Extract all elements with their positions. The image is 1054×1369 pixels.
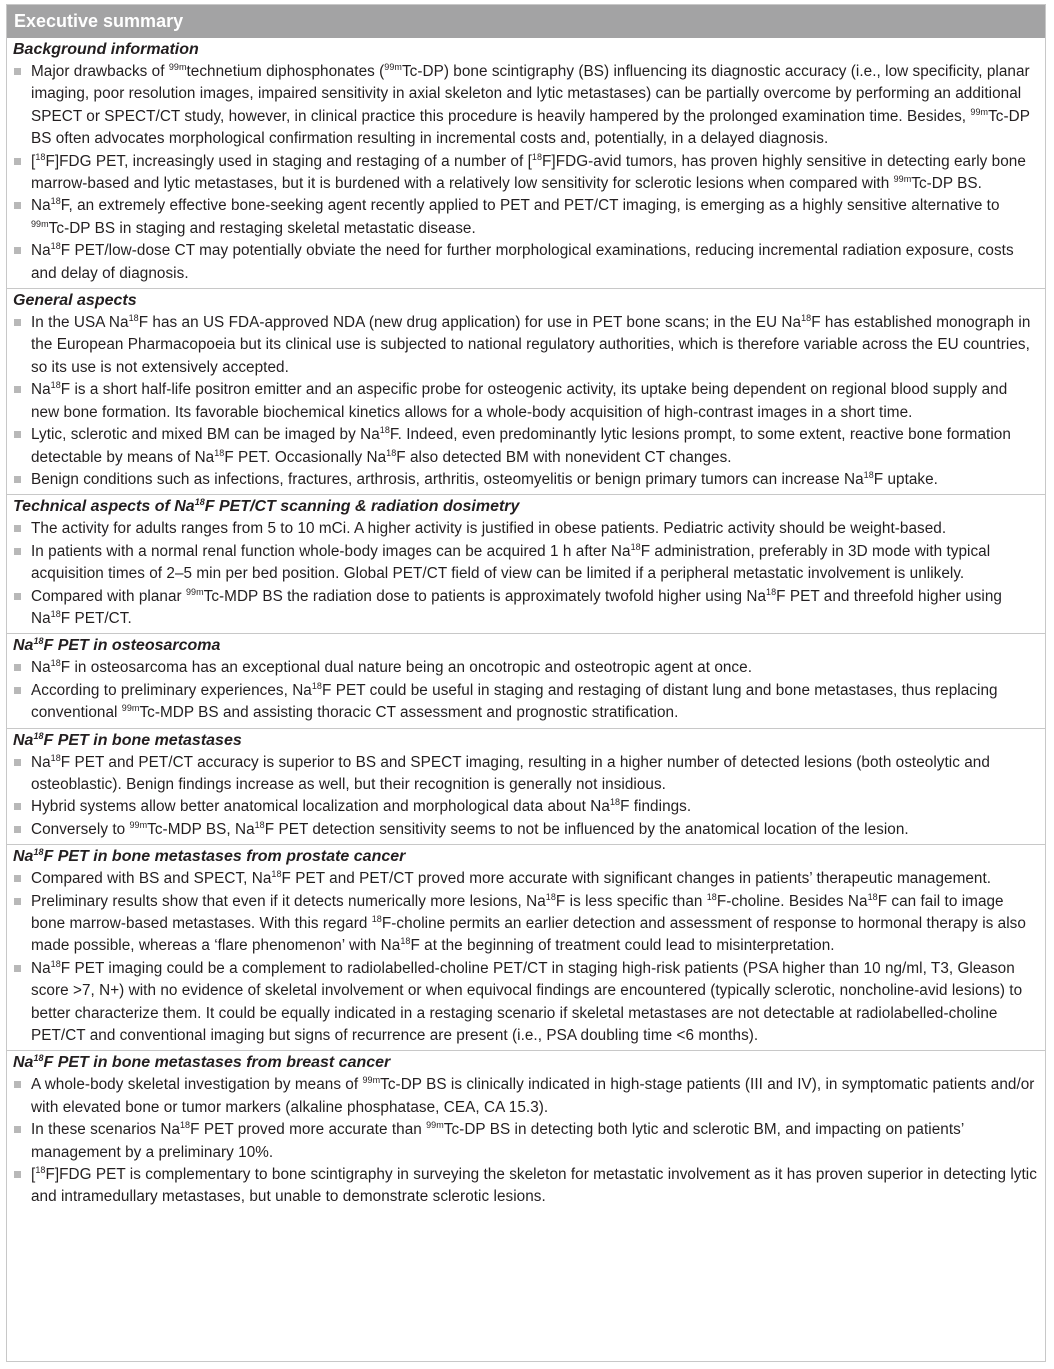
square-bullet-icon [14,826,21,833]
bullet-item [13,819,1039,841]
bullet-item [13,312,1039,379]
square-bullet-icon [14,1081,21,1088]
summary-section [7,844,1045,1050]
bullet-text: In these scenarios Na$^{18}$F PET proved more accurate than $^{99m}$Tc-DP BS in detecting both lytic and sclerotic BM, and impacting on patients’ management by a preliminary 10%. [31,1120,964,1161]
bullet-text: Na$^{18}$F is a short half-life positron emitter and an aspecific probe for osteogenic activity, its uptake being dependent on regional blood supply and new bone formation. Its favorable biochemical kinetics allows for a whole-body acquisition of high-contrast images in a short time. [31,380,1008,421]
bullet-item [13,868,1039,890]
bullet-item [13,151,1039,196]
square-bullet-icon [14,319,21,326]
bullet-item [13,657,1039,679]
square-bullet-icon [14,525,21,532]
square-bullet-icon [14,664,21,671]
bullet-text: Major drawbacks of $^{99m}$technetium diphosphonates ($^{99m}$Tc-DP) bone scintigraphy (BS) influencing its diagnostic accuracy (i.e., low specificity, planar imaging, poor resolution images, impaired sensitivity in axial skeleton and lytic metastases) can be partially overcome by performing an additional SPECT or SPECT/CT study, however, in clinical practice this procedure is heavily hampered by the prolonged examination time. Besides, $^{99m}$Tc-DP BS often advocates morphological confirmation resulting in incremental costs and, potentially, in a delayed diagnosis. [31,62,1030,148]
bullet-item [13,195,1039,240]
section-heading: Background information [13,41,199,58]
bullet-text: Na$^{18}$F PET and PET/CT accuracy is superior to BS and SPECT imaging, resulting in a higher number of detected lesions (both osteolytic and osteoblastic). Benign findings increase as well, but their recognition is generally not insidious. [31,752,990,793]
square-bullet-icon [14,759,21,766]
summary-section [7,1050,1045,1211]
bullet-text: A whole-body skeletal investigation by means of $^{99m}$Tc-DP BS is clinically indicated in high-stage patients (III and IV), in symptomatic patients and/or with elevated bone or tumor markers (alkaline phosphatase, CEA, CA 15.3). [31,1075,1035,1116]
bullet-text: In patients with a normal renal function whole-body images can be acquired 1 h after Na$^{18}$F administration, preferably in 3D mode with typical acquisition times of 2–5 min per bed position. Global PET/CT field of view can be limited if a peripheral metastatic involvement is unlikely. [31,541,991,583]
bullet-text: Na$^{18}$F, an extremely effective bone-seeking agent recently applied to PET and PET/CT imaging, is emerging as a highly sensitive alternative to $^{99m}$Tc-DP BS in staging and restaging skeletal metastatic disease. [31,196,1000,237]
bullet-text: [$^{18}$F]FDG PET is complementary to bone scintigraphy in surveying the skeleton for metastatic involvement as it has proven superior in detecting lytic and intramedullary metastases, but unable to demonstrate sclerotic lesions. [31,1165,1037,1206]
section-heading: Na$^{18}$F PET in bone metastases from prostate cancer [13,847,406,866]
bullet-text: Compared with planar $^{99m}$Tc-MDP BS the radiation dose to patients is approximately twofold higher using Na$^{18}$F PET and threefold higher using Na$^{18}$F PET/CT. [31,586,1002,627]
executive-summary-box [6,4,1046,1362]
square-bullet-icon [14,476,21,483]
square-bullet-icon [14,687,21,694]
section-heading: General aspects [13,292,137,310]
bullet-item [13,518,1039,540]
square-bullet-icon [14,247,21,254]
section-heading: Na$^{18}$F PET in bone metastases [13,730,242,749]
bullet-text: Benign conditions such as infections, fractures, arthrosis, arthritis, osteomyelitis or benign primary tumors can increase Na$^{18}$F uptake. [31,469,938,488]
bullet-text: [$^{18}$F]FDG PET, increasingly used in staging and restaging of a number of [$^{18}$F]FDG-avid tumors, has proven highly sensitive in detecting early bone marrow-based and lytic metastases, but it is burdened with a relatively low sensitivity for sclerotic lesions when compared with $^{99m}$Tc-DP BS. [31,151,1026,193]
bullet-text: Preliminary results show that even if it detects numerically more lesions, Na$^{18}$F is less specific than $^{18}$F-choline. Besides Na$^{18}$F can fail to image bone marrow-based metastases. With this regard $^{18}$F-choline permits an earlier detection and assessment of response to hormonal therapy is also made possible, whereas a ‘flare phenomenon’ with Na$^{18}$F at the beginning of treatment could lead to misinterpretation. [31,891,1026,955]
summary-section [7,728,1045,845]
bullet-text: Conversely to $^{99m}$Tc-MDP BS, Na$^{18}$F PET detection sensitivity seems to not be influenced by the anatomical location of the lesion. [31,819,909,838]
bullet-item [13,680,1039,725]
bullet-item [13,1074,1039,1119]
summary-section [7,633,1045,727]
bullet-text: Hybrid systems allow better anatomical localization and morphological data about Na$^{18}$F findings. [31,797,692,816]
bullet-item [13,586,1039,631]
square-bullet-icon [14,386,21,393]
square-bullet-icon [14,593,21,600]
bullet-item [13,379,1039,424]
bullet-text: According to preliminary experiences, Na$^{18}$F PET could be useful in staging and restaging of distant lung and bone metastases, thus replacing conventional $^{99m}$Tc-MDP BS and assisting thoracic CT assessment and prognostic stratification. [31,680,998,722]
bullet-text: Na$^{18}$F PET imaging could be a complement to radiolabelled-choline PET/CT in staging high-risk patients (PSA higher than 10 ng/ml, T3, Gleason score >7, N+) with no evidence of skeletal involvement or when equivocal findings are encountered (typically sclerotic, noncholine-avid lesions) to better characterize them. It could be equally indicated in a restaging scenario if skeletal metastases are not detectable at radiolabelled-choline PET/CT and conventional imaging but signs of recurrence are present (i.e., PSA doubling time <6 months). [31,958,1023,1045]
bullet-item [13,796,1039,818]
bullet-item [13,240,1039,285]
bullet-item [13,424,1039,469]
bullet-item [13,958,1039,1048]
bullet-item [13,752,1039,797]
square-bullet-icon [14,965,21,972]
square-bullet-icon [14,875,21,882]
square-bullet-icon [14,548,21,555]
summary-title: Executive summary [7,5,1045,38]
bullet-item [13,1119,1039,1164]
square-bullet-icon [14,803,21,810]
bullet-text: Na$^{18}$F in osteosarcoma has an exceptional dual nature being an oncotropic and osteotropic agent at once. [31,658,752,677]
section-heading: Na$^{18}$F PET in bone metastases from breast cancer [13,1053,391,1072]
section-heading: Na$^{18}$F PET in osteosarcoma [13,636,221,655]
bullet-text: The activity for adults ranges from 5 to 10 mCi. A higher activity is justified in obese patients. Pediatric activity should be weight-based. [31,520,947,538]
square-bullet-icon [14,431,21,438]
bullet-text: In the USA Na$^{18}$F has an US FDA-approved NDA (new drug application) for use in PET bone scans; in the EU Na$^{18}$F has established monograph in the European Pharmacopoeia but its clinical use is subjected to national regulatory authorities, which is therefore variable across the EU countries, so its use is not extensively accepted. [31,313,1031,376]
bullet-item [13,61,1039,151]
square-bullet-icon [14,68,21,75]
bullet-item [13,469,1039,491]
summary-section [7,288,1045,494]
summary-section [7,38,1045,288]
bullet-text: Lytic, sclerotic and mixed BM can be imaged by Na$^{18}$F. Indeed, even predominantly lytic lesions prompt, to some extent, reactive bone formation detectable by means of Na$^{18}$F PET. Occasionally Na$^{18}$F also detected BM with nonevident CT changes. [31,425,1011,466]
square-bullet-icon [14,1171,21,1178]
bullet-text: Compared with BS and SPECT, Na$^{18}$F PET and PET/CT proved more accurate with significant changes in patients’ therapeutic management. [31,869,992,888]
summary-section [7,494,1045,633]
square-bullet-icon [14,1126,21,1133]
bullet-item [13,891,1039,958]
bullet-text: Na$^{18}$F PET/low-dose CT may potentially obviate the need for further morphological examinations, reducing incremental radiation exposure, costs and delay of diagnosis. [31,241,1014,282]
bullet-item [13,1164,1039,1209]
summary-sections [7,38,1045,1212]
section-heading: Technical aspects of Na$^{18}$F PET/CT scanning & radiation dosimetry [13,497,520,516]
bullet-item [13,541,1039,586]
square-bullet-icon [14,898,21,905]
square-bullet-icon [14,202,21,209]
square-bullet-icon [14,158,21,165]
